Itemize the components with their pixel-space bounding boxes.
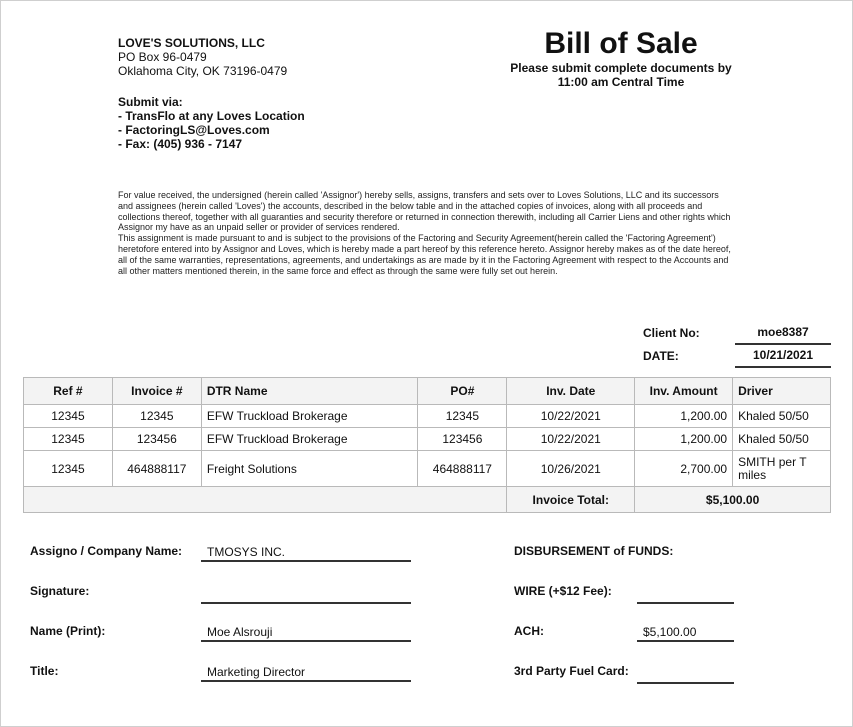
col-header-inv-date: Inv. Date bbox=[507, 378, 635, 405]
submit-line-email: - FactoringLS@Loves.com bbox=[118, 123, 270, 137]
wire-label: WIRE (+$12 Fee): bbox=[514, 584, 612, 598]
legal-text bbox=[118, 190, 736, 276]
cell-po: 123456 bbox=[418, 428, 507, 451]
invoice-total-label: Invoice Total: bbox=[507, 487, 635, 513]
wire-field[interactable] bbox=[637, 586, 734, 604]
fuel-card-field[interactable] bbox=[637, 666, 734, 684]
page-subtitle-line2: 11:00 am Central Time bbox=[557, 75, 685, 89]
submit-heading: Submit via: bbox=[118, 95, 183, 109]
cell-inv-amount: 1,200.00 bbox=[635, 405, 733, 428]
title-block bbox=[501, 27, 741, 89]
legal-paragraph-1: For value received, the undersigned (herein called 'Assignor') hereby sells, assigns, transfers and sets over to Loves Solutions, LLC and its successors and assignees (herein called 'Loves') the accounts, described in the below table and in the attached copies of invoices, along with all proceeds and collections thereof, together with all guaranties and security therefore or returned in connection therewith, including all Carrier Liens and other rights which Assignor my have as an unpaid seller or provider of services rendered. bbox=[118, 190, 731, 233]
title-field[interactable]: Marketing Director bbox=[201, 664, 411, 682]
cell-driver: Khaled 50/50 bbox=[733, 405, 831, 428]
title-label: Title: bbox=[30, 664, 59, 678]
signature-field[interactable] bbox=[201, 586, 411, 604]
cell-dtr-name: Freight Solutions bbox=[201, 451, 418, 487]
col-header-invoice: Invoice # bbox=[112, 378, 201, 405]
table-header-row bbox=[24, 378, 831, 405]
invoice-table bbox=[23, 377, 831, 513]
col-header-ref: Ref # bbox=[24, 378, 113, 405]
cell-dtr-name: EFW Truckload Brokerage bbox=[201, 428, 418, 451]
date-value: 10/21/2021 bbox=[735, 346, 831, 368]
total-spacer bbox=[24, 487, 507, 513]
legal-paragraph-2: This assignment is made pursuant to and is subject to the provisions of the Factoring and Security Agreement(herein called the 'Factoring Agreement') heretofore entered into by Assignor and Loves, which is hereby made a part hereof by this reference hereto. Assignor hereby makes as of the date hereof, all of the same warranties, representations, agreements, and undertakings as are made by it in the Factoring Agreement with respect to the Accounts and all other matters mentioned therein, in the same force and effect as through the same were fully set out herein. bbox=[118, 233, 731, 276]
table-total-row bbox=[24, 487, 831, 513]
cell-invoice: 12345 bbox=[112, 405, 201, 428]
cell-inv-date: 10/26/2021 bbox=[507, 451, 635, 487]
company-name-field[interactable]: TMOSYS INC. bbox=[201, 544, 411, 562]
company-name-label: Assigno / Company Name: bbox=[30, 544, 183, 558]
cell-inv-date: 10/22/2021 bbox=[507, 405, 635, 428]
submit-block bbox=[118, 95, 305, 151]
date-label: DATE: bbox=[643, 349, 679, 363]
company-block bbox=[118, 36, 287, 78]
cell-dtr-name: EFW Truckload Brokerage bbox=[201, 405, 418, 428]
company-name: LOVE'S SOLUTIONS, LLC bbox=[118, 36, 265, 50]
col-header-driver: Driver bbox=[733, 378, 831, 405]
table-row bbox=[24, 405, 831, 428]
table-row bbox=[24, 451, 831, 487]
disbursement-heading: DISBURSEMENT of FUNDS: bbox=[514, 544, 674, 558]
cell-invoice: 464888117 bbox=[112, 451, 201, 487]
submit-line-transflo: - TransFlo at any Loves Location bbox=[118, 109, 305, 123]
name-print-field[interactable]: Moe Alsrouji bbox=[201, 624, 411, 642]
ach-label: ACH: bbox=[514, 624, 544, 638]
page-title: Bill of Sale bbox=[544, 27, 698, 60]
client-no-label: Client No: bbox=[643, 326, 700, 340]
cell-driver: Khaled 50/50 bbox=[733, 428, 831, 451]
cell-po: 12345 bbox=[418, 405, 507, 428]
cell-invoice: 123456 bbox=[112, 428, 201, 451]
cell-ref: 12345 bbox=[24, 405, 113, 428]
invoice-total-value: $5,100.00 bbox=[635, 487, 831, 513]
col-header-inv-amount: Inv. Amount bbox=[635, 378, 733, 405]
cell-driver: SMITH per T miles bbox=[733, 451, 831, 487]
ach-field[interactable]: $5,100.00 bbox=[637, 624, 734, 642]
fuel-card-label: 3rd Party Fuel Card: bbox=[514, 664, 629, 678]
client-no-value: moe8387 bbox=[735, 323, 831, 345]
cell-po: 464888117 bbox=[418, 451, 507, 487]
col-header-po: PO# bbox=[418, 378, 507, 405]
table-row bbox=[24, 428, 831, 451]
cell-inv-date: 10/22/2021 bbox=[507, 428, 635, 451]
company-address-line1: PO Box 96-0479 bbox=[118, 50, 207, 64]
page-subtitle-line1: Please submit complete documents by bbox=[510, 61, 732, 75]
cell-ref: 12345 bbox=[24, 428, 113, 451]
cell-inv-amount: 1,200.00 bbox=[635, 428, 733, 451]
signature-label: Signature: bbox=[30, 584, 90, 598]
col-header-dtr-name: DTR Name bbox=[201, 378, 418, 405]
name-print-label: Name (Print): bbox=[30, 624, 106, 638]
cell-ref: 12345 bbox=[24, 451, 113, 487]
submit-line-fax: - Fax: (405) 936 - 7147 bbox=[118, 137, 243, 151]
company-address-line2: Oklahoma City, OK 73196-0479 bbox=[118, 64, 288, 78]
cell-inv-amount: 2,700.00 bbox=[635, 451, 733, 487]
